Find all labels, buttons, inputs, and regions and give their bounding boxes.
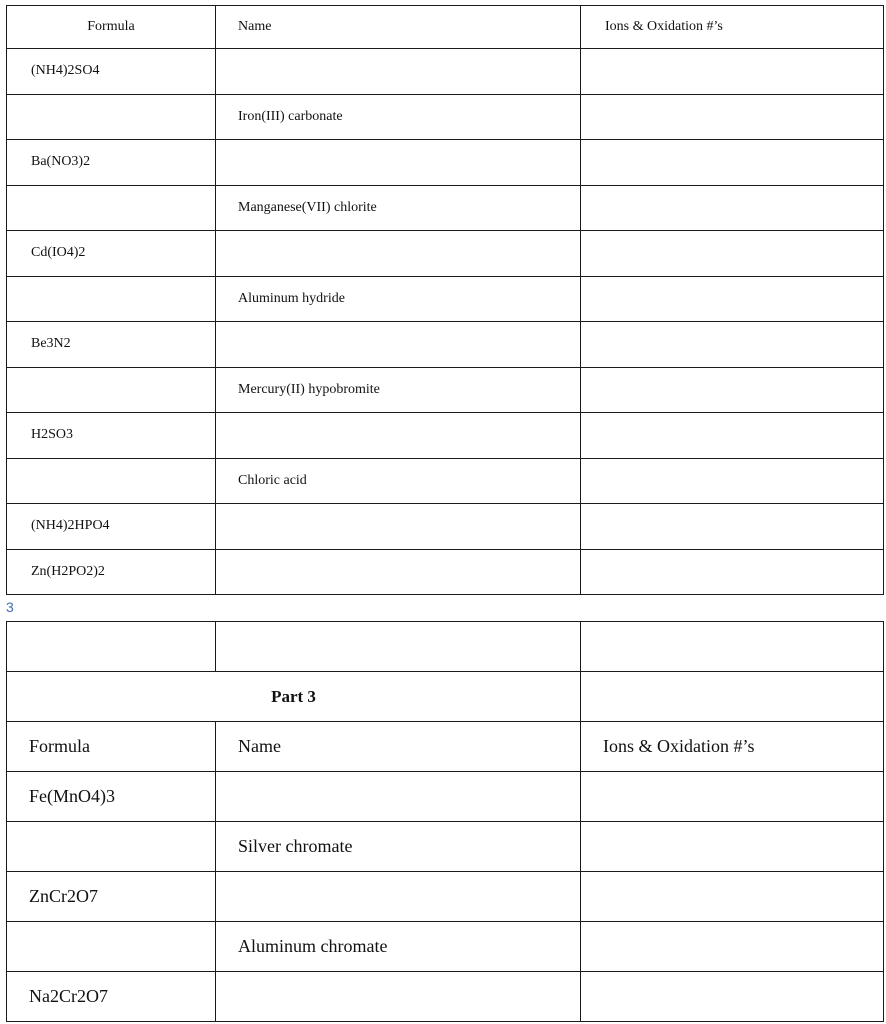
formula-cell[interactable]: ZnCr2O7 xyxy=(7,872,216,922)
blank-cell[interactable] xyxy=(7,622,216,672)
table-row xyxy=(7,231,884,277)
name-cell[interactable]: Mercury(II) hypobromite xyxy=(216,367,581,413)
formula-cell[interactable]: Be3N2 xyxy=(7,322,216,368)
formula-cell[interactable]: (NH4)2HPO4 xyxy=(7,504,216,550)
table-row xyxy=(7,322,884,368)
name-cell[interactable] xyxy=(216,322,581,368)
table-row xyxy=(7,140,884,186)
formula-cell[interactable]: Fe(MnO4)3 xyxy=(7,772,216,822)
ions-cell[interactable] xyxy=(581,276,884,322)
formula-cell[interactable] xyxy=(7,276,216,322)
table-header-row xyxy=(7,722,884,772)
formula-cell[interactable]: Na2Cr2O7 xyxy=(7,972,216,1022)
table-row xyxy=(7,922,884,972)
header-ions: Ions & Oxidation #’s xyxy=(581,6,884,49)
table-row xyxy=(7,458,884,504)
name-cell[interactable] xyxy=(216,49,581,95)
ions-cell[interactable] xyxy=(581,972,884,1022)
part-title: Part 3 xyxy=(7,672,581,722)
table-row xyxy=(7,49,884,95)
worksheet-table-part-3 xyxy=(6,621,884,1022)
ions-cell[interactable] xyxy=(581,94,884,140)
blank-cell[interactable] xyxy=(581,672,884,722)
formula-cell[interactable]: Cd(IO4)2 xyxy=(7,231,216,277)
formula-cell[interactable] xyxy=(7,367,216,413)
formula-cell[interactable]: H2SO3 xyxy=(7,413,216,459)
table-row xyxy=(7,185,884,231)
ions-cell[interactable] xyxy=(581,49,884,95)
ions-cell[interactable] xyxy=(581,822,884,872)
formula-cell[interactable] xyxy=(7,185,216,231)
table-row xyxy=(7,972,884,1022)
formula-cell[interactable]: Zn(H2PO2)2 xyxy=(7,549,216,595)
ions-cell[interactable] xyxy=(581,140,884,186)
header-name: Name xyxy=(216,722,581,772)
table-row xyxy=(7,413,884,459)
ions-cell[interactable] xyxy=(581,231,884,277)
worksheet-table-top xyxy=(6,5,884,595)
ions-cell[interactable] xyxy=(581,185,884,231)
name-cell[interactable]: Silver chromate xyxy=(216,822,581,872)
part-title-row xyxy=(7,672,884,722)
name-cell[interactable]: Iron(III) carbonate xyxy=(216,94,581,140)
table-row xyxy=(7,549,884,595)
name-cell[interactable] xyxy=(216,972,581,1022)
formula-cell[interactable] xyxy=(7,922,216,972)
ions-cell[interactable] xyxy=(581,549,884,595)
ions-cell[interactable] xyxy=(581,367,884,413)
table-row xyxy=(7,822,884,872)
formula-cell[interactable]: (NH4)2SO4 xyxy=(7,49,216,95)
ions-cell[interactable] xyxy=(581,504,884,550)
header-name: Name xyxy=(216,6,581,49)
table-row xyxy=(7,276,884,322)
table-row xyxy=(7,504,884,550)
page-number-label: 3 xyxy=(6,599,14,615)
name-cell[interactable]: Chloric acid xyxy=(216,458,581,504)
table-row xyxy=(7,872,884,922)
table-row xyxy=(7,772,884,822)
ions-cell[interactable] xyxy=(581,922,884,972)
name-cell[interactable] xyxy=(216,772,581,822)
ions-cell[interactable] xyxy=(581,458,884,504)
name-cell[interactable] xyxy=(216,140,581,186)
table-row-blank xyxy=(7,622,884,672)
name-cell[interactable]: Aluminum hydride xyxy=(216,276,581,322)
table-row xyxy=(7,367,884,413)
table-row xyxy=(7,94,884,140)
formula-cell[interactable] xyxy=(7,94,216,140)
formula-cell[interactable] xyxy=(7,822,216,872)
formula-cell[interactable]: Ba(NO3)2 xyxy=(7,140,216,186)
name-cell[interactable] xyxy=(216,872,581,922)
name-cell[interactable] xyxy=(216,549,581,595)
name-cell[interactable] xyxy=(216,504,581,550)
header-ions: Ions & Oxidation #’s xyxy=(581,722,884,772)
header-formula: Formula xyxy=(7,6,216,49)
header-formula: Formula xyxy=(7,722,216,772)
name-cell[interactable] xyxy=(216,413,581,459)
name-cell[interactable] xyxy=(216,231,581,277)
table-header-row xyxy=(7,6,884,49)
blank-cell[interactable] xyxy=(581,622,884,672)
ions-cell[interactable] xyxy=(581,322,884,368)
name-cell[interactable]: Aluminum chromate xyxy=(216,922,581,972)
blank-cell[interactable] xyxy=(216,622,581,672)
formula-cell[interactable] xyxy=(7,458,216,504)
name-cell[interactable]: Manganese(VII) chlorite xyxy=(216,185,581,231)
ions-cell[interactable] xyxy=(581,872,884,922)
ions-cell[interactable] xyxy=(581,413,884,459)
ions-cell[interactable] xyxy=(581,772,884,822)
